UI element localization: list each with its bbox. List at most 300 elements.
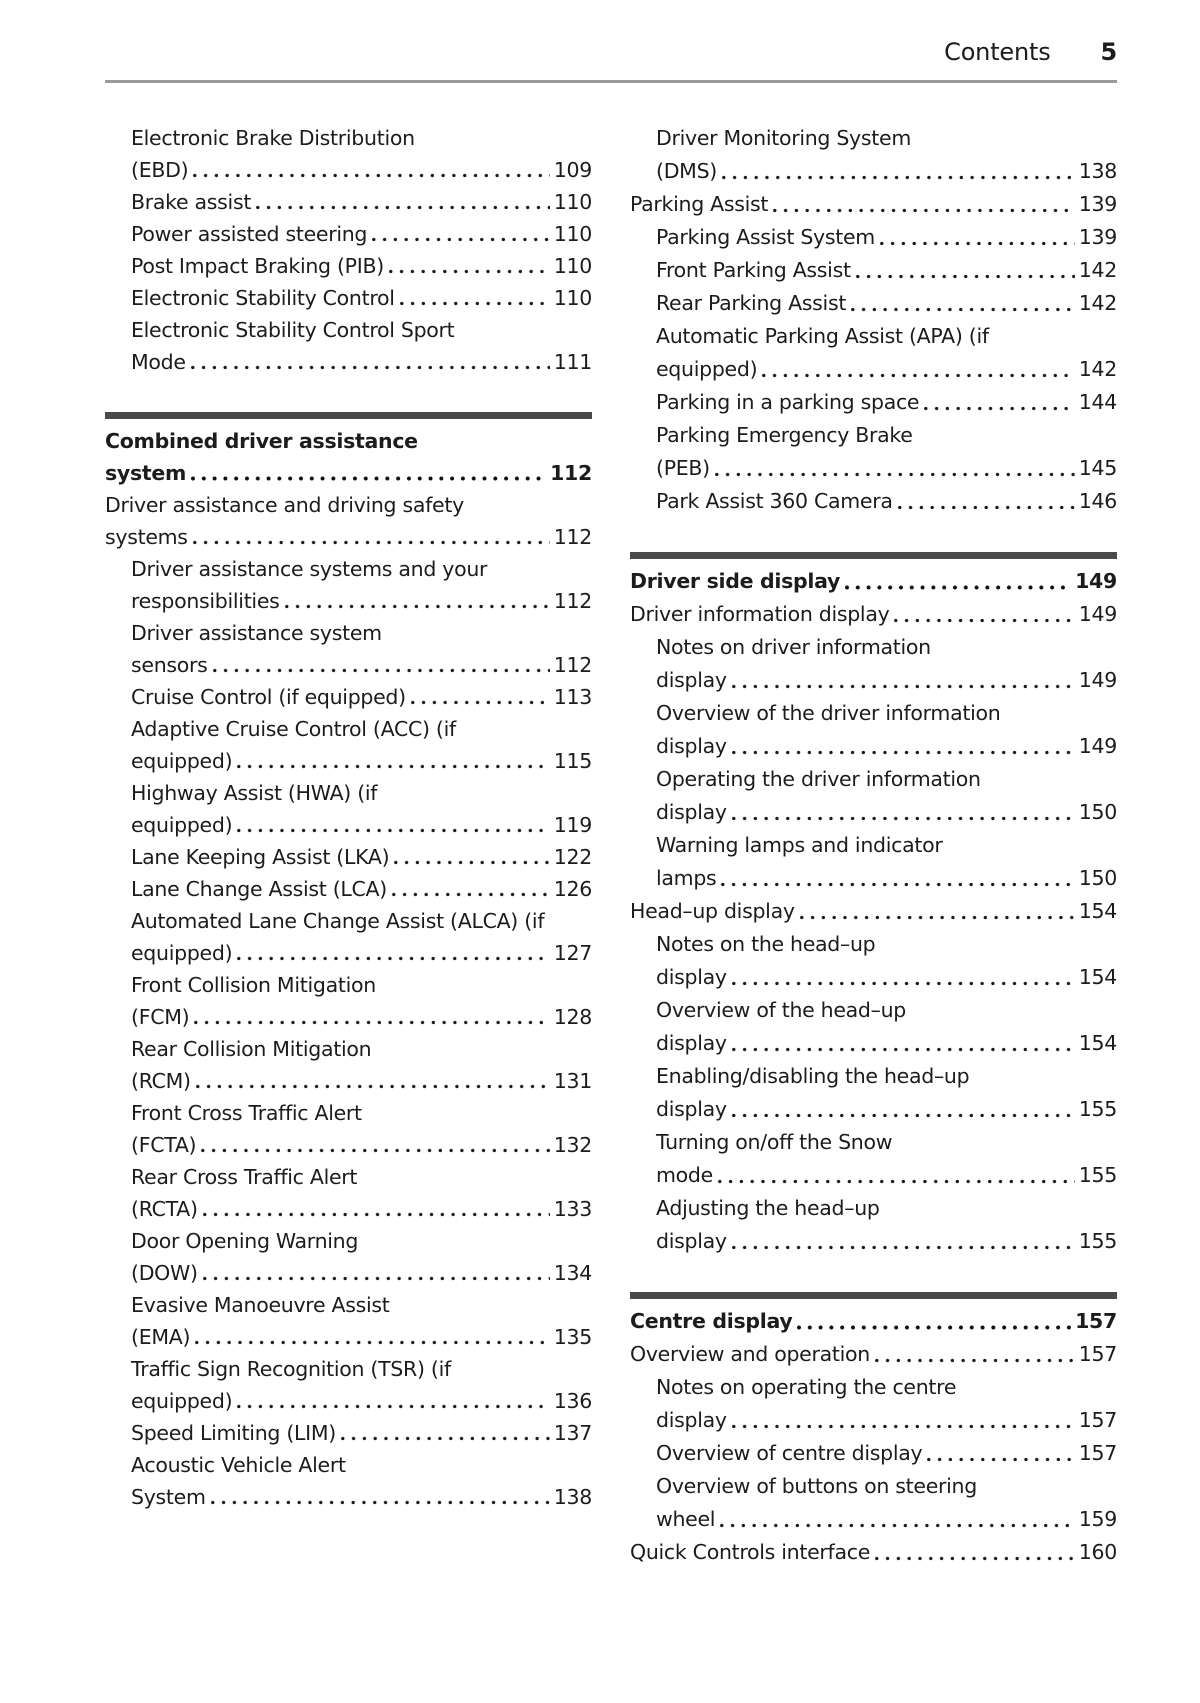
toc-entry-label: Centre display <box>630 1309 793 1333</box>
toc-entry-label: Park Assist 360 Camera <box>656 489 893 513</box>
toc-entry-line: Highway Assist (HWA) (if <box>131 781 378 805</box>
toc-entry <box>105 1289 592 1353</box>
toc-entry <box>630 598 1117 631</box>
page-number-ref: 138 <box>1078 159 1117 183</box>
dot-leader <box>732 1245 1075 1250</box>
toc-entry-line <box>131 585 592 617</box>
toc-entry-line: Driver assistance system <box>131 621 382 645</box>
toc-entry-line <box>131 681 592 713</box>
toc-entry-line <box>656 155 1117 188</box>
toc-entry-label: Speed Limiting (LIM) <box>131 1421 336 1445</box>
page-header <box>105 38 1117 66</box>
toc-entry-label: (RCTA) <box>131 1197 198 1221</box>
toc-entry-line <box>131 154 592 186</box>
toc-entry-label: display <box>656 1031 727 1055</box>
toc-entry-line: Operating the driver information <box>656 767 981 791</box>
dot-leader <box>211 1500 550 1505</box>
toc-entry-line: Automated Lane Change Assist (ALCA) (if <box>131 909 545 933</box>
toc-entry <box>630 928 1117 994</box>
toc-entry-line <box>656 1437 1117 1470</box>
toc-entry-label: Overview and operation <box>630 1342 870 1366</box>
page-number-ref: 146 <box>1078 489 1117 513</box>
toc-entry <box>630 221 1117 254</box>
toc-entry <box>105 1161 592 1225</box>
toc-entry-label: display <box>656 734 727 758</box>
toc-entry-line <box>656 485 1117 518</box>
toc-entry-label: (FCTA) <box>131 1133 197 1157</box>
toc-entry <box>105 1449 592 1513</box>
page-number-ref: 139 <box>1078 192 1117 216</box>
page-number-ref: 145 <box>1078 456 1117 480</box>
toc-entry-line <box>131 1065 592 1097</box>
page-number-ref: 126 <box>553 877 592 901</box>
toc-entry-label: (PEB) <box>656 456 710 480</box>
page-number-ref: 111 <box>553 350 592 374</box>
toc-entry <box>630 763 1117 829</box>
toc-entry-label: Driver information display <box>630 602 890 626</box>
toc-entry-line: Enabling/disabling the head–up <box>656 1064 970 1088</box>
dot-leader <box>213 668 550 673</box>
toc-entry-label: Rear Parking Assist <box>656 291 847 315</box>
page-number-ref: 149 <box>1078 602 1117 626</box>
toc-entry <box>105 969 592 1033</box>
toc-entry-line: Evasive Manoeuvre Assist <box>131 1293 390 1317</box>
toc-entry-line <box>656 1159 1117 1192</box>
page-number-ref: 131 <box>553 1069 592 1093</box>
toc-entry-line: Notes on driver information <box>656 635 931 659</box>
toc-entry-line: Driver Monitoring System <box>656 126 911 150</box>
toc-entry <box>630 419 1117 485</box>
toc-entry-label: Head–up display <box>630 899 795 923</box>
toc-entry-label: equipped) <box>131 941 233 965</box>
toc-entry-line <box>630 598 1117 631</box>
page-number-ref: 133 <box>553 1197 592 1221</box>
toc-entry <box>630 1338 1117 1371</box>
page-number-ref: 110 <box>553 190 592 214</box>
dot-leader <box>732 1424 1075 1429</box>
page-number-ref: 150 <box>1078 866 1117 890</box>
toc-entry-line <box>131 649 592 681</box>
page-number-ref: 112 <box>553 589 592 613</box>
toc-entry-line <box>131 218 592 250</box>
dot-leader <box>800 915 1075 920</box>
toc-entry-line <box>630 895 1117 928</box>
dot-leader <box>875 1556 1075 1561</box>
toc-entry <box>630 895 1117 928</box>
toc-entry <box>105 1225 592 1289</box>
toc-entry-line <box>656 1027 1117 1060</box>
toc-entry-line <box>131 1129 592 1161</box>
dot-leader <box>237 828 550 833</box>
toc-entry <box>105 681 592 713</box>
header-rule <box>105 80 1117 83</box>
toc-entry-label: sensors <box>131 653 208 677</box>
toc-entry-line <box>131 1001 592 1033</box>
dot-leader <box>237 1404 550 1409</box>
dot-leader <box>722 175 1075 180</box>
dot-leader <box>715 472 1075 477</box>
toc-entry <box>630 122 1117 188</box>
page-number-ref: 138 <box>553 1485 592 1509</box>
toc-entry-line <box>656 1404 1117 1437</box>
page-number-ref: 155 <box>1078 1163 1117 1187</box>
toc-entry <box>630 829 1117 895</box>
toc-entry <box>105 841 592 873</box>
page-number-ref: 150 <box>1078 800 1117 824</box>
toc-entry <box>105 425 592 489</box>
page-number-ref: 142 <box>1078 258 1117 282</box>
toc-entry-label: (EBD) <box>131 158 189 182</box>
toc-entry <box>105 1097 592 1161</box>
toc-entry <box>105 122 592 186</box>
toc-entry-line <box>656 254 1117 287</box>
toc-entry-line <box>656 961 1117 994</box>
toc-entry <box>105 250 592 282</box>
toc-entry-label: display <box>656 1408 727 1432</box>
page-number-ref: 119 <box>553 813 592 837</box>
toc-entry <box>105 553 592 617</box>
toc-entry-line <box>656 796 1117 829</box>
toc-entry-line: Front Cross Traffic Alert <box>131 1101 362 1125</box>
dot-leader <box>797 1325 1071 1330</box>
dot-leader <box>201 1148 550 1153</box>
page-number-ref: 110 <box>553 286 592 310</box>
toc-entry-line <box>131 1481 592 1513</box>
toc-entry-line: Turning on/off the Snow <box>656 1130 893 1154</box>
toc-entry-line: Notes on the head–up <box>656 932 876 956</box>
dot-leader <box>721 882 1074 887</box>
toc-entry <box>105 218 592 250</box>
toc-entry <box>105 282 592 314</box>
toc-entry-label: system <box>105 461 187 485</box>
toc-entry <box>630 1060 1117 1126</box>
header-page-number: 5 <box>1100 38 1117 66</box>
toc-entry-line <box>131 809 592 841</box>
toc-entry-line <box>630 188 1117 221</box>
toc-entry <box>630 1371 1117 1437</box>
page-number-ref: 144 <box>1078 390 1117 414</box>
page-number-ref: 112 <box>553 525 592 549</box>
toc-entry-label: lamps <box>656 866 717 890</box>
toc-entry-label: Quick Controls interface <box>630 1540 871 1564</box>
toc-entry <box>105 186 592 218</box>
toc-entry-label: display <box>656 668 727 692</box>
toc-entry-line <box>656 287 1117 320</box>
toc-entry-label: Lane Keeping Assist (LKA) <box>131 845 390 869</box>
dot-leader <box>880 241 1075 246</box>
dot-leader <box>392 892 550 897</box>
dot-leader <box>732 981 1075 986</box>
dot-leader <box>875 1358 1075 1363</box>
toc-entry-label: equipped) <box>656 357 758 381</box>
dot-leader <box>372 237 550 242</box>
page-number-ref: 155 <box>1078 1229 1117 1253</box>
toc-entry-label: display <box>656 1097 727 1121</box>
dot-leader <box>898 505 1075 510</box>
toc-entry <box>105 314 592 378</box>
toc-entry-label: Parking Assist <box>630 192 769 216</box>
toc-entry-line <box>131 186 592 218</box>
page-number-ref: 110 <box>553 222 592 246</box>
page-number-ref: 160 <box>1078 1540 1117 1564</box>
toc-entry-line <box>656 1225 1117 1258</box>
section-divider-bar <box>105 412 592 419</box>
dot-leader <box>237 956 550 961</box>
dot-leader <box>400 301 550 306</box>
page-number-ref: 154 <box>1078 965 1117 989</box>
dot-leader <box>193 173 549 178</box>
toc-entry-label: (EMA) <box>131 1325 191 1349</box>
toc-entry-line <box>656 452 1117 485</box>
toc-entry-line <box>131 1417 592 1449</box>
page-number-ref: 149 <box>1075 569 1117 593</box>
toc-entry-line <box>630 1305 1117 1338</box>
page-number-ref: 112 <box>550 461 592 485</box>
toc-entry-label: Post Impact Braking (PIB) <box>131 254 384 278</box>
toc-entry-label: (DMS) <box>656 159 717 183</box>
toc-entry-label: wheel <box>656 1507 716 1531</box>
dot-leader <box>732 1047 1075 1052</box>
toc-entry-label: Parking Assist System <box>656 225 875 249</box>
toc-entry-line <box>656 353 1117 386</box>
toc-entry-line <box>630 1536 1117 1569</box>
toc-entry-label: Cruise Control (if equipped) <box>131 685 406 709</box>
dot-leader <box>341 1436 550 1441</box>
page-number-ref: 157 <box>1075 1309 1117 1333</box>
toc-entry <box>105 713 592 777</box>
page-number-ref: 134 <box>553 1261 592 1285</box>
toc-entry-label: Power assisted steering <box>131 222 368 246</box>
toc-entry-label: (DOW) <box>131 1261 198 1285</box>
toc-entry-line <box>131 745 592 777</box>
toc-entry <box>630 631 1117 697</box>
toc-entry-line <box>131 250 592 282</box>
page-number-ref: 109 <box>553 158 592 182</box>
toc-entry-label: display <box>656 1229 727 1253</box>
toc-entry-line <box>656 664 1117 697</box>
toc-entry-label: Parking in a parking space <box>656 390 920 414</box>
toc-entry-line <box>656 1503 1117 1536</box>
dot-leader <box>191 476 546 481</box>
toc-entry-line: Notes on operating the centre <box>656 1375 957 1399</box>
dot-leader <box>411 700 550 705</box>
dot-leader <box>732 684 1075 689</box>
toc-entry-line <box>131 346 592 378</box>
toc-entry <box>630 254 1117 287</box>
dot-leader <box>237 764 550 769</box>
page-number-ref: 127 <box>553 941 592 965</box>
toc-entry-label: Electronic Stability Control <box>131 286 395 310</box>
page-number-ref: 122 <box>553 845 592 869</box>
toc-entry-line: Combined driver assistance <box>105 429 418 453</box>
dot-leader <box>894 618 1074 623</box>
dot-leader <box>285 604 550 609</box>
toc-entry-line: Electronic Stability Control Sport <box>131 318 455 342</box>
toc-entry-label: Overview of centre display <box>656 1441 923 1465</box>
toc-entry-line: Overview of the head–up <box>656 998 907 1022</box>
dot-leader <box>732 816 1075 821</box>
toc-column-right <box>630 122 1117 1569</box>
toc-entry-line: Warning lamps and indicator <box>656 833 943 857</box>
toc-entry-line <box>105 457 592 489</box>
toc-entry-line <box>656 386 1117 419</box>
toc-entry-line: Parking Emergency Brake <box>656 423 913 447</box>
toc-entry-line: Adaptive Cruise Control (ACC) (if <box>131 717 456 741</box>
dot-leader <box>720 1523 1075 1528</box>
page-number-ref: 157 <box>1078 1408 1117 1432</box>
page-number-ref: 110 <box>553 254 592 278</box>
toc-entry <box>105 1353 592 1417</box>
dot-leader <box>195 1340 550 1345</box>
toc-entry-line <box>131 1193 592 1225</box>
toc-content <box>105 122 1117 1569</box>
toc-entry-line <box>656 1093 1117 1126</box>
toc-entry <box>630 188 1117 221</box>
toc-entry <box>105 489 592 553</box>
toc-entry <box>630 565 1117 598</box>
section-divider-bar <box>630 552 1117 559</box>
toc-entry-line: Traffic Sign Recognition (TSR) (if <box>131 1357 451 1381</box>
toc-entry-label: display <box>656 965 727 989</box>
toc-entry <box>630 1470 1117 1536</box>
page-number-ref: 132 <box>553 1133 592 1157</box>
toc-entry-line <box>656 730 1117 763</box>
page-number-ref: 154 <box>1078 899 1117 923</box>
dot-leader <box>203 1212 550 1217</box>
toc-entry-label: systems <box>105 525 188 549</box>
toc-entry-label: mode <box>656 1163 713 1187</box>
toc-entry <box>105 905 592 969</box>
toc-entry-line: Acoustic Vehicle Alert <box>131 1453 346 1477</box>
toc-entry-line <box>131 1385 592 1417</box>
toc-column-left <box>105 122 592 1569</box>
toc-entry <box>630 386 1117 419</box>
toc-entry-line <box>131 873 592 905</box>
toc-entry-line <box>131 841 592 873</box>
toc-entry-line: Overview of buttons on steering <box>656 1474 977 1498</box>
dot-leader <box>256 205 550 210</box>
dot-leader <box>718 1179 1075 1184</box>
dot-leader <box>394 860 549 865</box>
page-number-ref: 155 <box>1078 1097 1117 1121</box>
page-number-ref: 157 <box>1078 1441 1117 1465</box>
dot-leader <box>732 1113 1075 1118</box>
dot-leader <box>203 1276 550 1281</box>
toc-entry-line: Front Collision Mitigation <box>131 973 376 997</box>
page-number-ref: 157 <box>1078 1342 1117 1366</box>
section-divider-bar <box>630 1292 1117 1299</box>
dot-leader <box>845 585 1071 590</box>
page-number-ref: 159 <box>1078 1507 1117 1531</box>
dot-leader <box>856 274 1075 279</box>
dot-leader <box>196 1084 550 1089</box>
dot-leader <box>924 406 1075 411</box>
toc-entry <box>630 287 1117 320</box>
page-number-ref: 115 <box>553 749 592 773</box>
page-number-ref: 149 <box>1078 734 1117 758</box>
toc-entry-line: Adjusting the head–up <box>656 1196 880 1220</box>
toc-entry-label: responsibilities <box>131 589 280 613</box>
dot-leader <box>851 307 1075 312</box>
toc-entry <box>630 697 1117 763</box>
toc-entry-line <box>656 221 1117 254</box>
toc-entry <box>630 1192 1117 1258</box>
toc-entry-line: Automatic Parking Assist (APA) (if <box>656 324 989 348</box>
page-number-ref: 112 <box>553 653 592 677</box>
toc-entry-label: Mode <box>131 350 186 374</box>
header-title: Contents <box>944 38 1051 66</box>
dot-leader <box>194 1020 549 1025</box>
toc-entry-label: display <box>656 800 727 824</box>
toc-entry <box>630 1437 1117 1470</box>
dot-leader <box>389 269 550 274</box>
toc-entry <box>105 1417 592 1449</box>
dot-leader <box>191 365 550 370</box>
toc-entry-line: Rear Cross Traffic Alert <box>131 1165 358 1189</box>
toc-entry-line: Driver assistance and driving safety <box>105 493 464 517</box>
toc-entry-line: Driver assistance systems and your <box>131 557 488 581</box>
toc-entry-line <box>630 565 1117 598</box>
toc-entry-line: Overview of the driver information <box>656 701 1001 725</box>
toc-entry <box>105 873 592 905</box>
dot-leader <box>762 373 1075 378</box>
toc-entry-line <box>105 521 592 553</box>
dot-leader <box>927 1457 1074 1462</box>
page-number-ref: 137 <box>553 1421 592 1445</box>
toc-entry-label: (FCM) <box>131 1005 190 1029</box>
dot-leader <box>732 750 1075 755</box>
toc-entry-line <box>131 1257 592 1289</box>
toc-entry <box>630 994 1117 1060</box>
toc-entry-label: Lane Change Assist (LCA) <box>131 877 387 901</box>
toc-entry-line <box>131 937 592 969</box>
toc-entry-label: equipped) <box>131 1389 233 1413</box>
dot-leader <box>773 208 1075 213</box>
toc-entry-label: Brake assist <box>131 190 252 214</box>
toc-entry <box>630 1536 1117 1569</box>
toc-entry <box>630 485 1117 518</box>
toc-entry-label: Driver side display <box>630 569 841 593</box>
toc-entry <box>105 1033 592 1097</box>
page-number-ref: 113 <box>553 685 592 709</box>
toc-entry-line <box>131 1321 592 1353</box>
toc-entry-line: Door Opening Warning <box>131 1229 359 1253</box>
toc-entry <box>105 777 592 841</box>
toc-entry-label: Front Parking Assist <box>656 258 851 282</box>
page-number-ref: 149 <box>1078 668 1117 692</box>
toc-entry <box>630 320 1117 386</box>
toc-entry-line: Electronic Brake Distribution <box>131 126 415 150</box>
page-number-ref: 139 <box>1078 225 1117 249</box>
page-number-ref: 135 <box>553 1325 592 1349</box>
toc-entry-label: System <box>131 1485 206 1509</box>
toc-entry <box>630 1126 1117 1192</box>
page-number-ref: 142 <box>1078 291 1117 315</box>
toc-entry-label: (RCM) <box>131 1069 191 1093</box>
page-number-ref: 128 <box>553 1005 592 1029</box>
toc-entry-line <box>656 862 1117 895</box>
toc-entry-line <box>630 1338 1117 1371</box>
toc-entry <box>105 617 592 681</box>
page-number-ref: 136 <box>553 1389 592 1413</box>
toc-entry-label: equipped) <box>131 749 233 773</box>
toc-entry-label: equipped) <box>131 813 233 837</box>
toc-entry <box>630 1305 1117 1338</box>
page-number-ref: 154 <box>1078 1031 1117 1055</box>
page-number-ref: 142 <box>1078 357 1117 381</box>
dot-leader <box>193 540 550 545</box>
toc-entry-line <box>131 282 592 314</box>
